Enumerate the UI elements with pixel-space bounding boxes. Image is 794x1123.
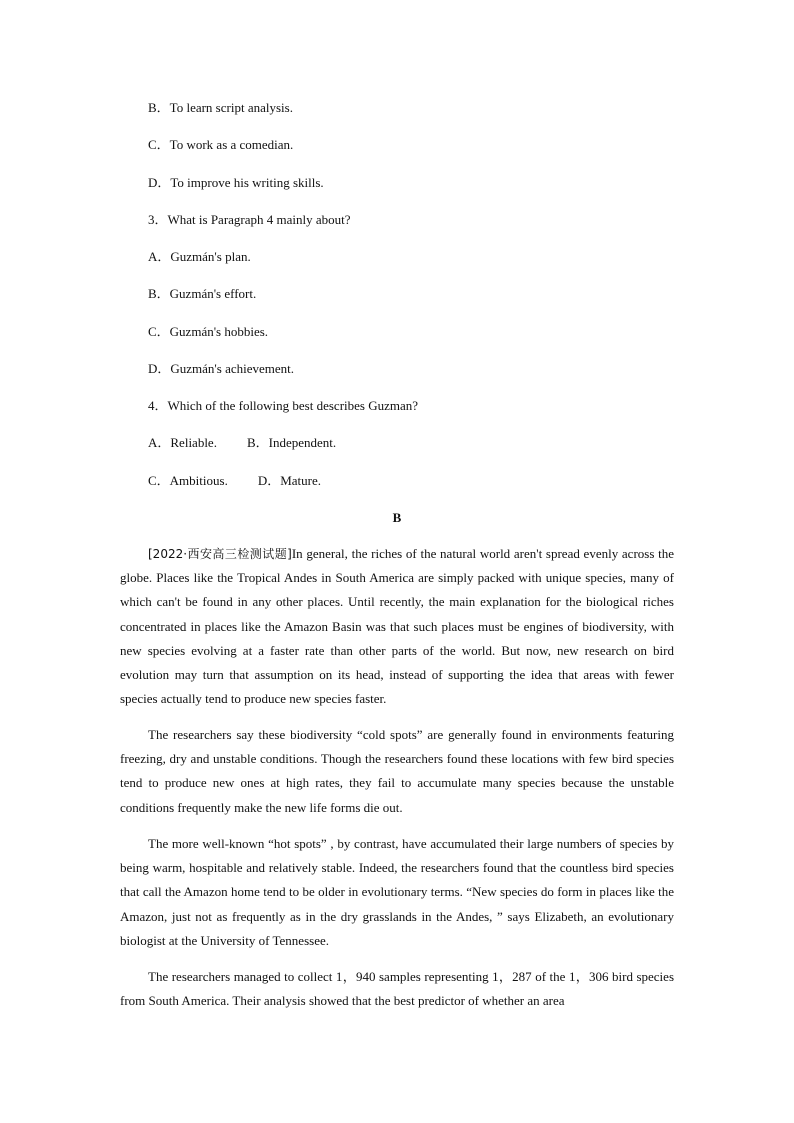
- passage-paragraph-3: [120, 832, 674, 953]
- q3-stem: 3．What is Paragraph 4 mainly about?: [148, 212, 351, 227]
- paragraph-4-text: The researchers managed to collect 1，940 samples representing 1，287 of the 1，306 bird species from South America. Their analysis showed that the best predictor of whether an area: [120, 969, 674, 1009]
- q4-option-b: B．Independent.: [246, 435, 337, 450]
- q4-option-c: C．Ambitious.: [148, 473, 228, 488]
- paragraph-3-text: The more well-known “hot spots” , by contrast, have accumulated their large numbers of species by being warm, hospitable and relatively stable. Indeed, the researchers found that the countless bird species that call the Amazon home tend to be older in evolutionary terms. “New species do form in places like the Amazon, just not as frequently as in the dry grasslands in the Andes, ” says Elizabeth, an evolutionary biologist at the University of Tennessee.: [120, 836, 674, 948]
- paragraph-2-text: The researchers say these biodiversity “cold spots” are generally found in environments featuring freezing, dry and unstable conditions. Though the researchers found these locations with few bird species tend to produce new ones at high rates, they fail to accumulate many species because the unstable conditions frequently make the new life forms die out.: [120, 727, 674, 815]
- q4-options-row-1: [148, 435, 336, 451]
- q2-option-d: D．To improve his writing skills.: [148, 175, 324, 190]
- q3-option-a: A．Guzmán's plan.: [148, 249, 251, 264]
- q4-stem: 4．Which of the following best describes Guzman?: [148, 398, 419, 413]
- source-citation: [2022·西安高三检测试题]: [148, 547, 292, 561]
- q3-option-c: C．Guzmán's hobbies.: [148, 324, 269, 339]
- q3-option-d: D．Guzmán's achievement.: [148, 361, 295, 376]
- q4-options-row-2: [148, 473, 321, 489]
- passage-paragraph-4: [120, 965, 674, 1013]
- passage-paragraph-2: [120, 723, 674, 820]
- paragraph-1-text: In general, the riches of the natural world aren't spread evenly across the globe. Places like the Tropical Andes in South America are simply packed with unique species, many of which can't be found in any other places. Until recently, the main explanation for the biological riches concentrated in places like the Amazon Basin was that such places must be engines of biodiversity, with new species evolving at a faster rate than other parts of the world. But now, new research on bird evolution may turn that assumption on its head, instead of supporting the idea that areas with fewer species actually tend to produce new species faster.: [120, 546, 674, 707]
- q2-option-b: B．To learn script analysis.: [148, 100, 293, 115]
- q4-option-a: A．Reliable.: [148, 435, 217, 450]
- section-label: B: [392, 510, 402, 525]
- q4-option-d: D．Mature.: [257, 473, 322, 488]
- passage-paragraph-1: [120, 542, 674, 711]
- q2-option-c: C．To work as a comedian.: [148, 137, 294, 152]
- q3-option-b: B．Guzmán's effort.: [148, 286, 257, 301]
